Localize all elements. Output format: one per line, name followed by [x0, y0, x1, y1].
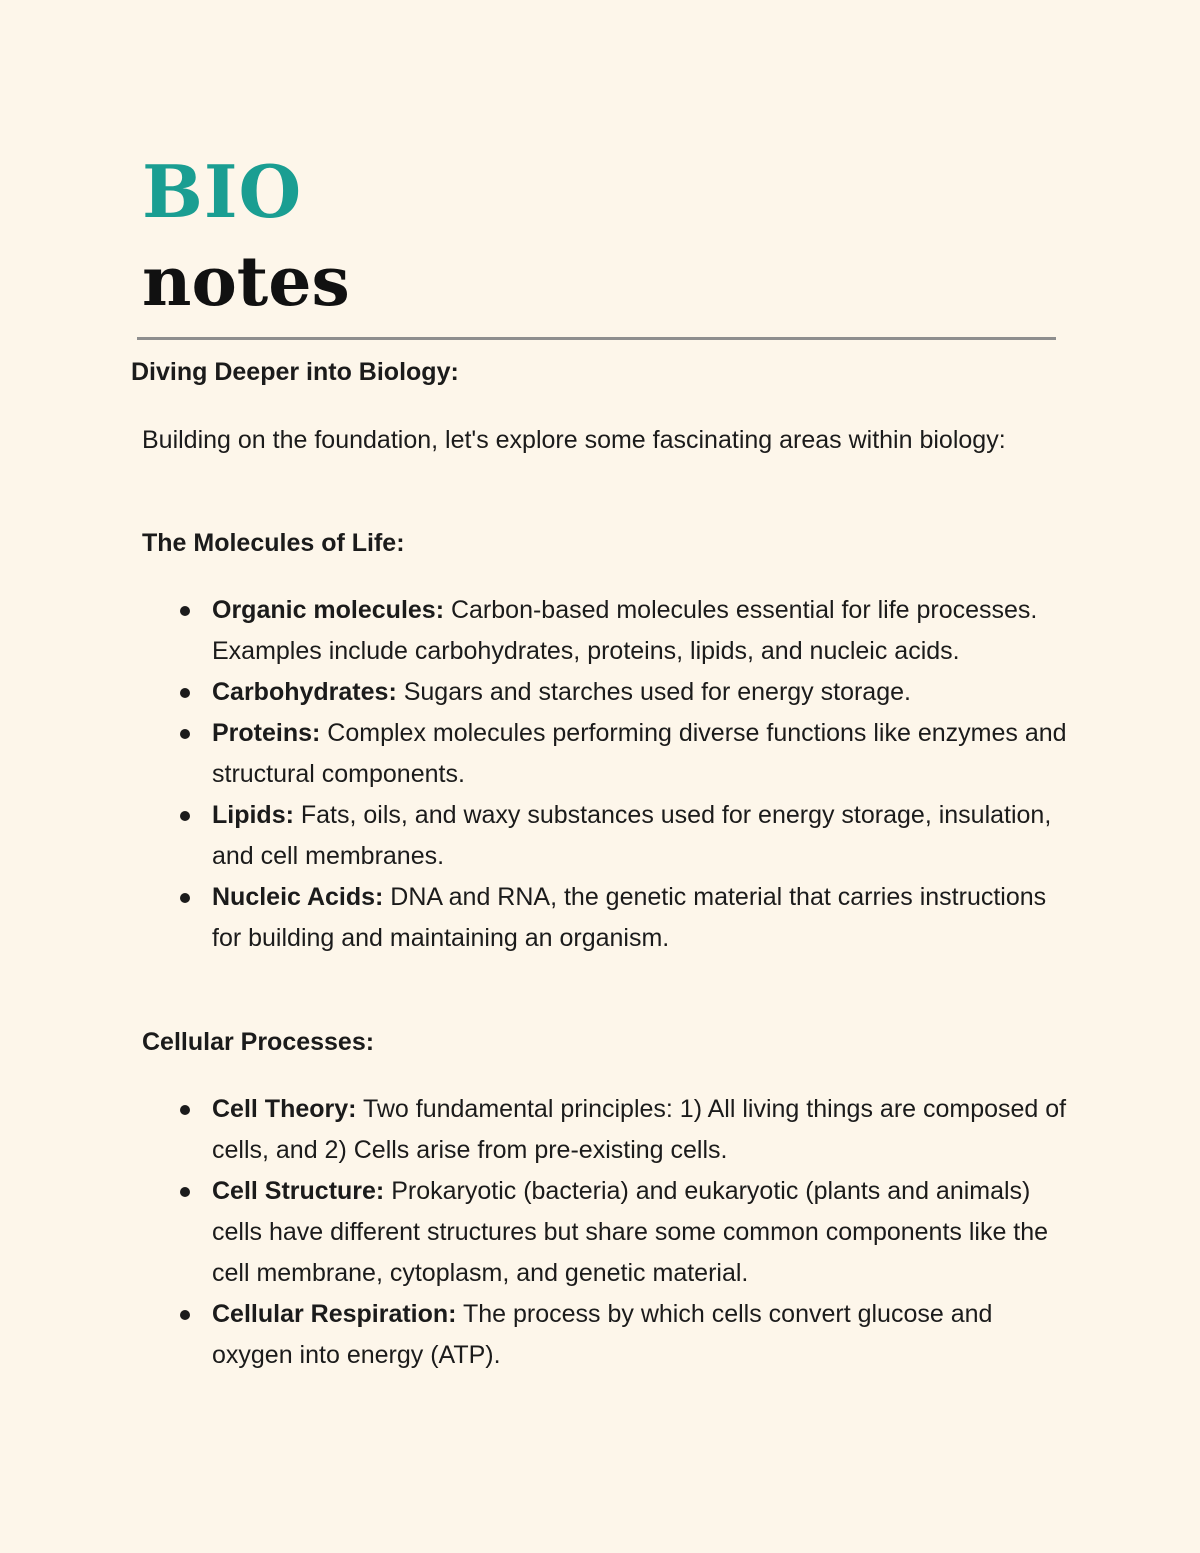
list-item-text: Two fundamental principles: 1) All living things are composed of cells, and 2) Cells arise from pre-existing cells. [212, 1095, 1067, 1164]
list-item [212, 590, 1072, 672]
bullet-icon [180, 1105, 190, 1115]
bullet-icon [180, 811, 190, 821]
list-item-term: Carbohydrates: [212, 678, 397, 706]
bullet-icon [180, 893, 190, 903]
list-item-text: Complex molecules performing diverse functions like enzymes and structural components. [212, 719, 1067, 788]
list-item-text: DNA and RNA, the genetic material that carries instructions for building and maintaining an organism. [212, 883, 1047, 952]
list-item [212, 1171, 1072, 1294]
title-divider [137, 337, 1056, 340]
section-heading: Diving Deeper into Biology: [131, 358, 459, 386]
list-item-term: Proteins: [212, 719, 321, 747]
list-item [212, 877, 1072, 959]
list-item-text: Sugars and starches used for energy storage. [396, 678, 911, 706]
list-item [212, 713, 1072, 795]
molecules-list [212, 590, 1072, 959]
bullet-icon [180, 1310, 190, 1320]
list-item [212, 672, 1072, 713]
molecules-heading: The Molecules of Life: [142, 529, 405, 557]
title-notes: notes [142, 242, 350, 322]
list-item-term: Cell Theory: [212, 1095, 357, 1123]
cellular-list [212, 1089, 1072, 1376]
bullet-icon [180, 606, 190, 616]
bullet-icon [180, 1187, 190, 1197]
cellular-heading: Cellular Processes: [142, 1028, 375, 1056]
list-item-term: Organic molecules: [212, 596, 445, 624]
intro-paragraph: Building on the foundation, let's explore some fascinating areas within biology: [142, 426, 1006, 454]
title-bio: BIO [142, 149, 303, 234]
list-item-term: Nucleic Acids: [212, 883, 384, 911]
list-item-text: Prokaryotic (bacteria) and eukaryotic (plants and animals) cells have different structures but share some common components like the cell membrane, cytoplasm, and genetic material. [212, 1177, 1049, 1287]
bullet-icon [180, 729, 190, 739]
list-item-term: Cellular Respiration: [212, 1300, 457, 1328]
list-item [212, 1089, 1072, 1171]
list-item [212, 795, 1072, 877]
list-item [212, 1294, 1072, 1376]
list-item-term: Cell Structure: [212, 1177, 385, 1205]
list-item-text: Fats, oils, and waxy substances used for energy storage, insulation, and cell membranes. [212, 801, 1052, 870]
bullet-icon [180, 688, 190, 698]
list-item-term: Lipids: [212, 801, 294, 829]
list-item-text: Carbon-based molecules essential for life processes. Examples include carbohydrates, proteins, lipids, and nucleic acids. [212, 596, 1038, 665]
list-item-text: The process by which cells convert glucose and oxygen into energy (ATP). [212, 1300, 993, 1369]
